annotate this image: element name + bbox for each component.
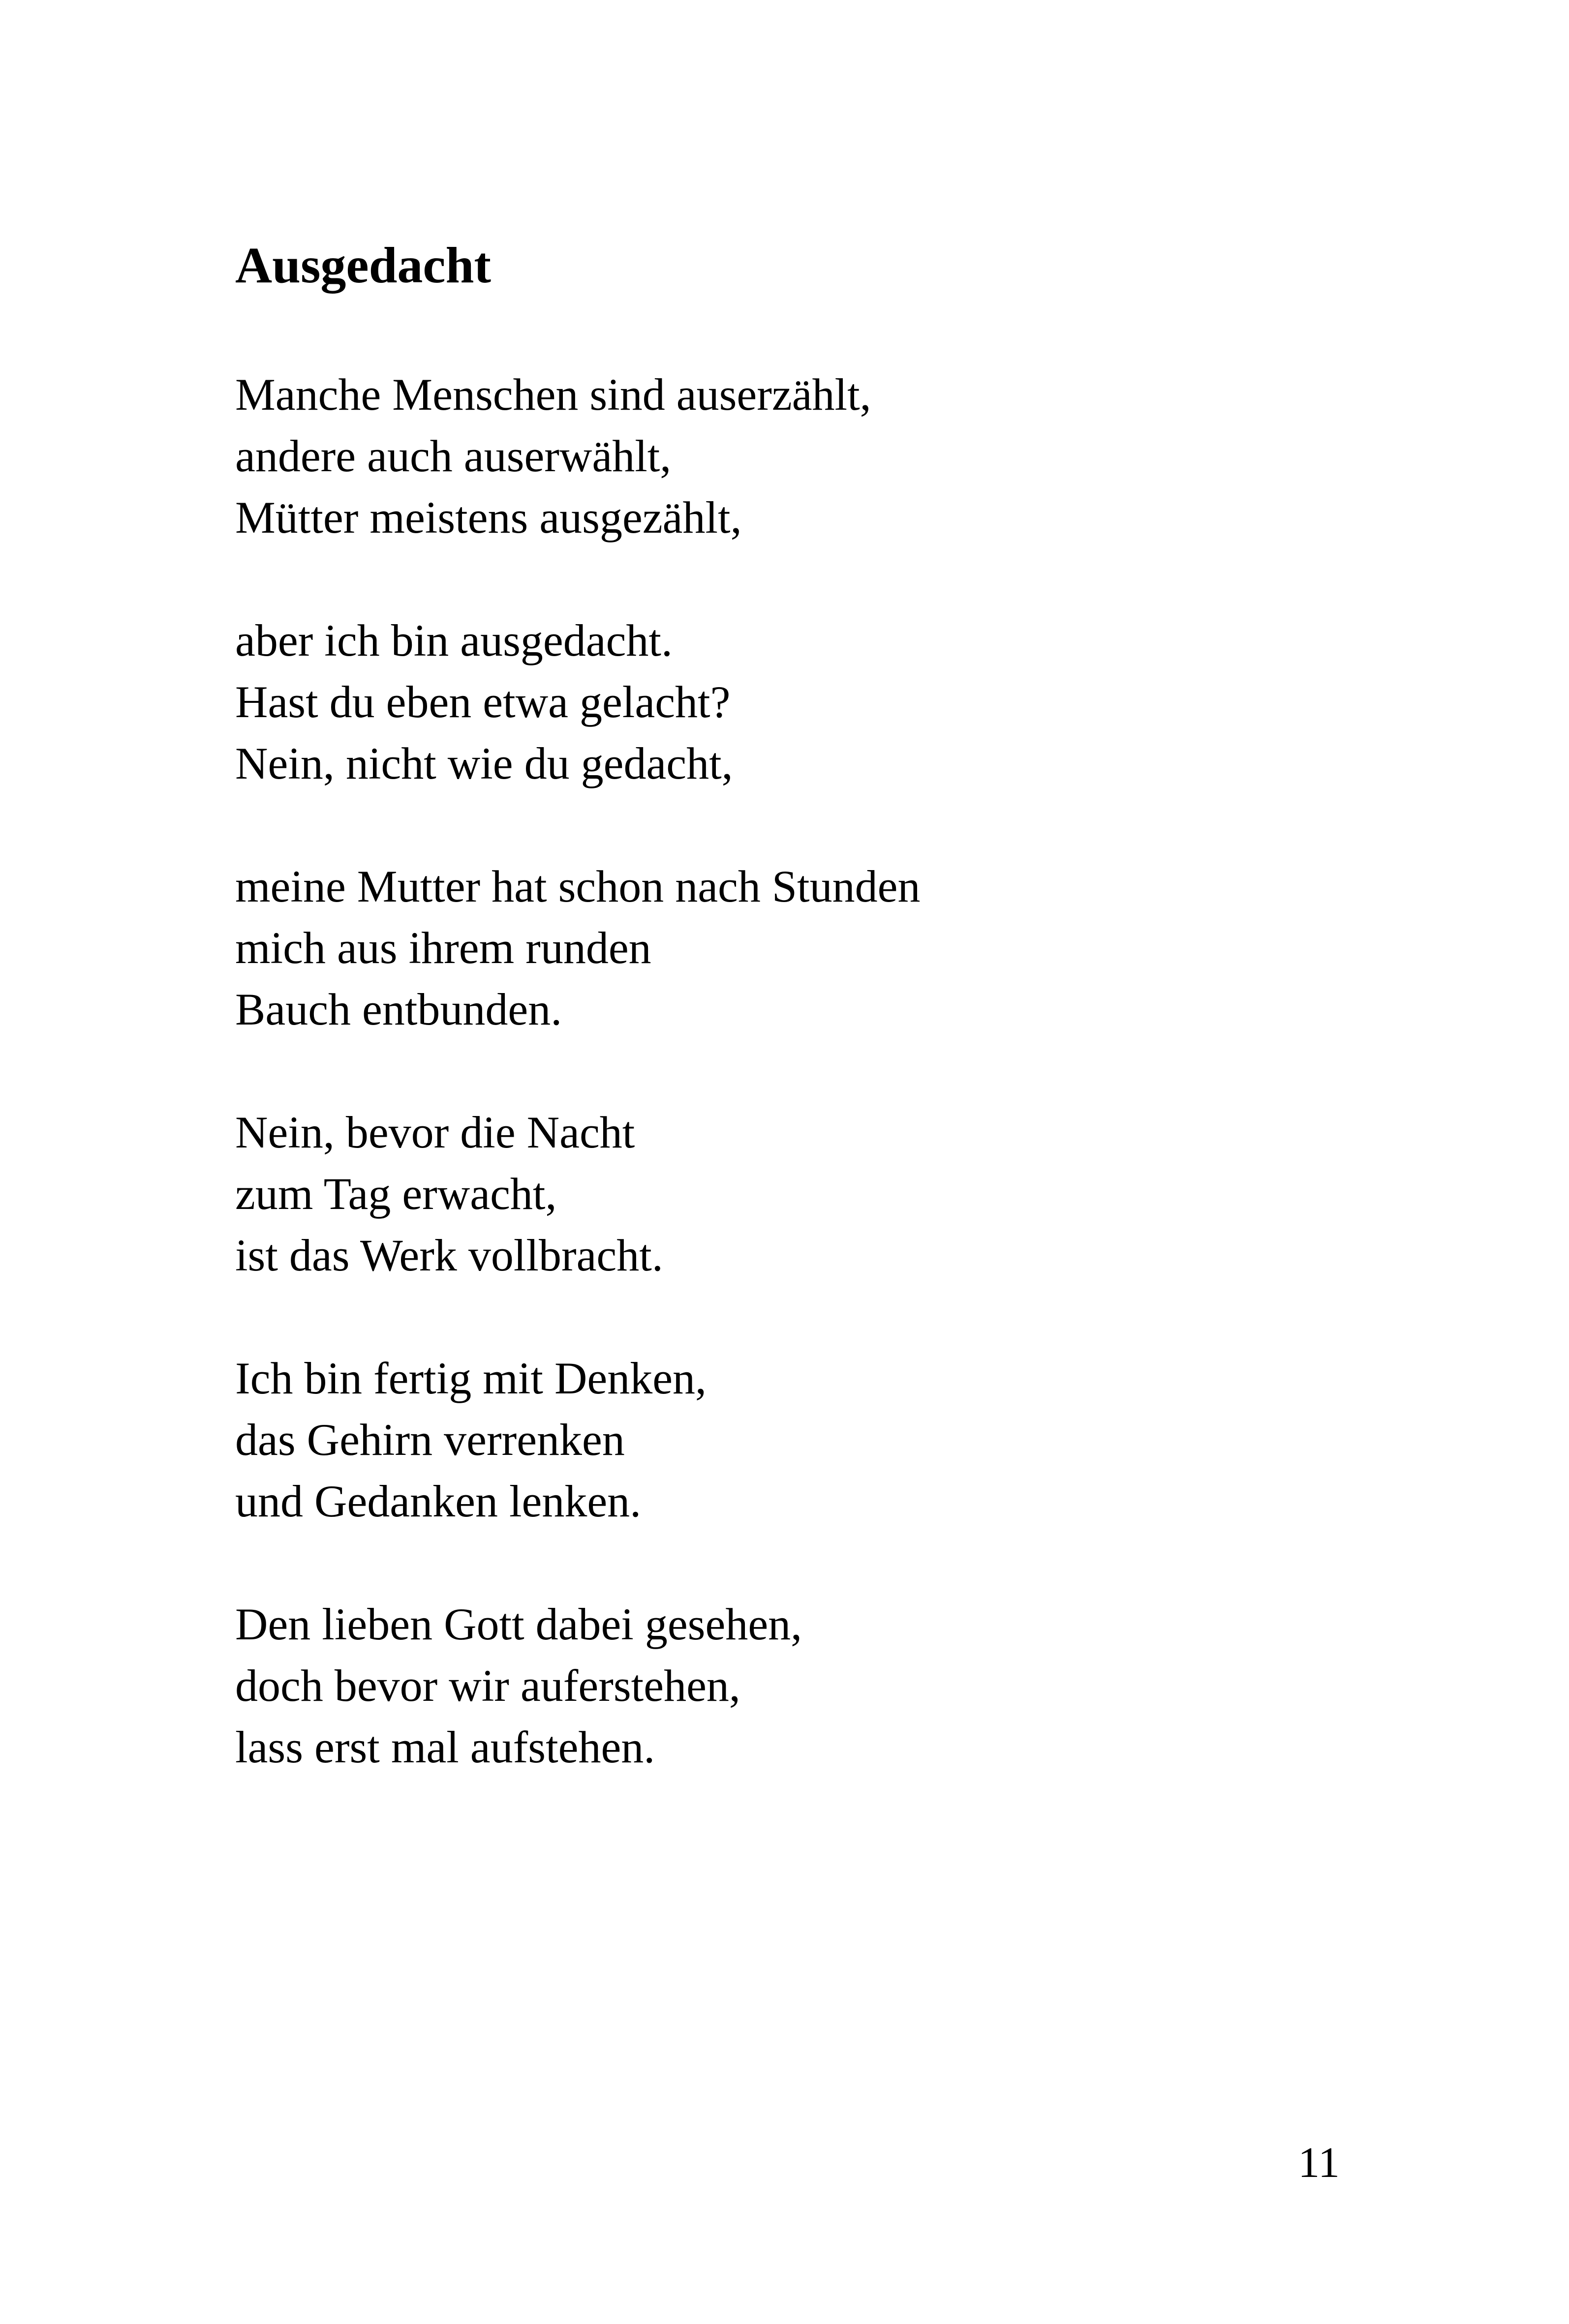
verse-line: meine Mutter hat schon nach Stunden bbox=[235, 861, 921, 911]
verse-line: aber ich bin ausgedacht. bbox=[235, 615, 673, 665]
verse-line: Mütter meistens ausgezählt, bbox=[235, 492, 742, 543]
verse-line: mich aus ihrem runden bbox=[235, 923, 651, 973]
verse-line: doch bevor wir auferstehen, bbox=[235, 1660, 740, 1711]
stanza-3 bbox=[235, 856, 1367, 1040]
poem bbox=[235, 236, 1367, 1840]
verse-line: andere auch auserwählt, bbox=[235, 431, 672, 481]
verse-line: Manche Menschen sind auserzählt, bbox=[235, 369, 871, 420]
stanza-5 bbox=[235, 1348, 1367, 1532]
verse-line: Nein, bevor die Nacht bbox=[235, 1107, 635, 1157]
stanza-2 bbox=[235, 610, 1367, 794]
verse-line: lass erst mal aufstehen. bbox=[235, 1722, 655, 1772]
verse-line: Nein, nicht wie du gedacht, bbox=[235, 738, 733, 788]
verse-line: Den lieben Gott dabei gesehen, bbox=[235, 1599, 802, 1649]
verse-line: Ich bin fertig mit Denken, bbox=[235, 1353, 707, 1403]
stanza-1 bbox=[235, 364, 1367, 548]
verse-line: zum Tag erwacht, bbox=[235, 1169, 557, 1219]
verse-line: Hast du eben etwa gelacht? bbox=[235, 677, 731, 727]
stanza-4 bbox=[235, 1102, 1367, 1286]
verse-line: das Gehirn verrenken bbox=[235, 1415, 625, 1465]
poem-title: Ausgedacht bbox=[235, 237, 492, 294]
verse-line: ist das Werk vollbracht. bbox=[235, 1230, 663, 1280]
stanza-6 bbox=[235, 1594, 1367, 1778]
page-number: 11 bbox=[1298, 2139, 1340, 2187]
verse-line: Bauch entbunden. bbox=[235, 984, 562, 1034]
verse-line: und Gedanken lenken. bbox=[235, 1476, 642, 1526]
